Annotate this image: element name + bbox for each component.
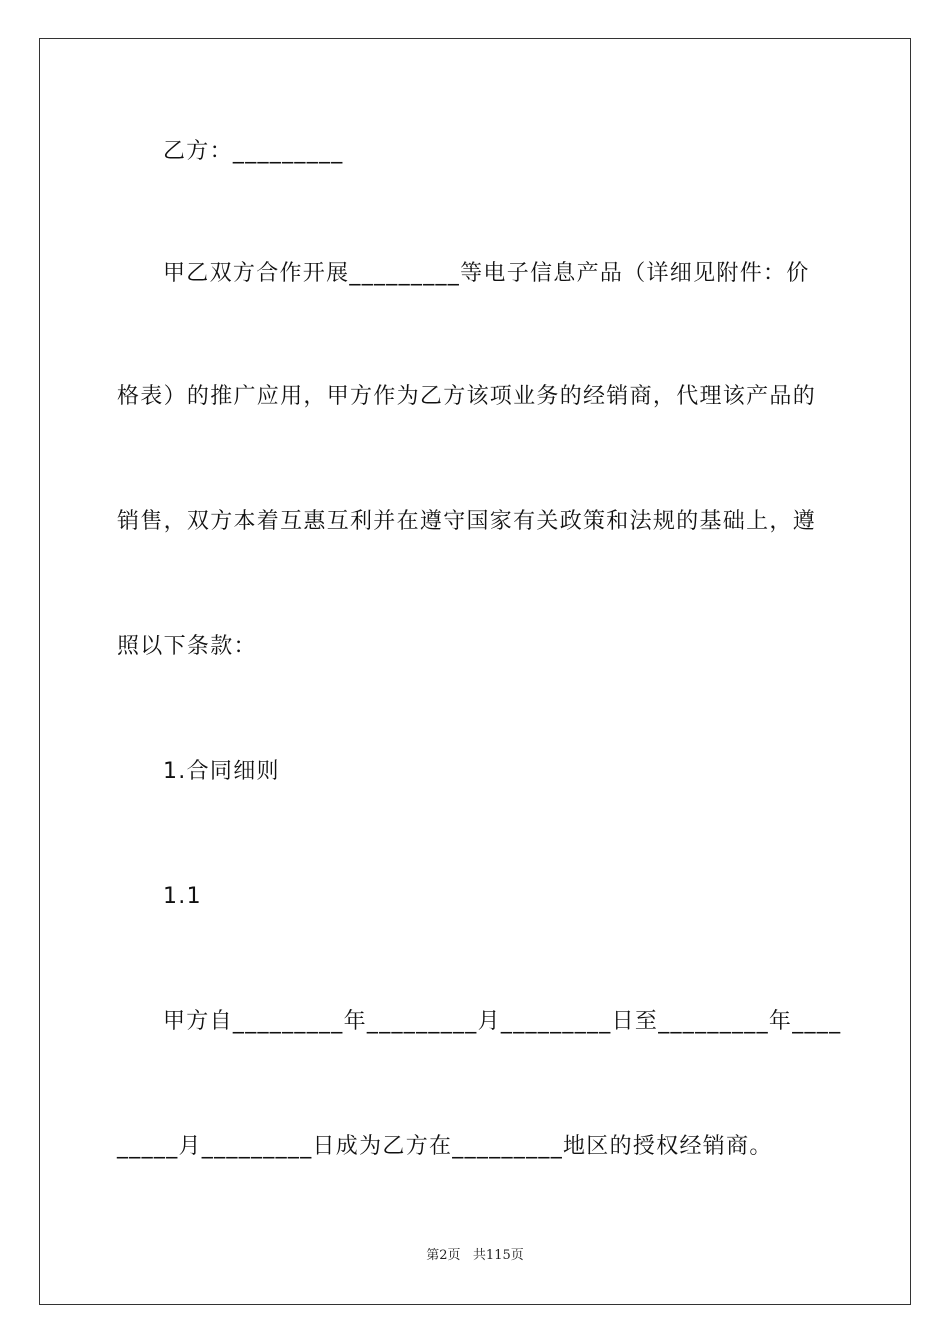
section-heading: 1.合同细则 — [163, 759, 280, 784]
page-number-footer: 第2页 共115页 — [426, 1248, 524, 1263]
page-border — [39, 38, 911, 1305]
paragraph-line-3: 销售，双方本着互惠互利并在遵守国家有关政策和法规的基础上，遵 — [117, 509, 817, 534]
paragraph-line-4: 照以下条款： — [117, 634, 257, 659]
paragraph-line-2: 格表）的推广应用，甲方作为乙方该项业务的经销商，代理该产品的 — [117, 384, 817, 409]
party-b-line: 乙方：_________ — [163, 139, 344, 164]
subsection-number: 1.1 — [163, 884, 202, 909]
clause-line-2: _____月_________日成为乙方在_________地区的授权经销商。 — [117, 1134, 773, 1159]
clause-line-1: 甲方自_________年_________月_________日至_________年____ — [163, 1009, 842, 1034]
paragraph-line-1: 甲乙双方合作开展_________等电子信息产品（详细见附件：价 — [163, 261, 810, 286]
